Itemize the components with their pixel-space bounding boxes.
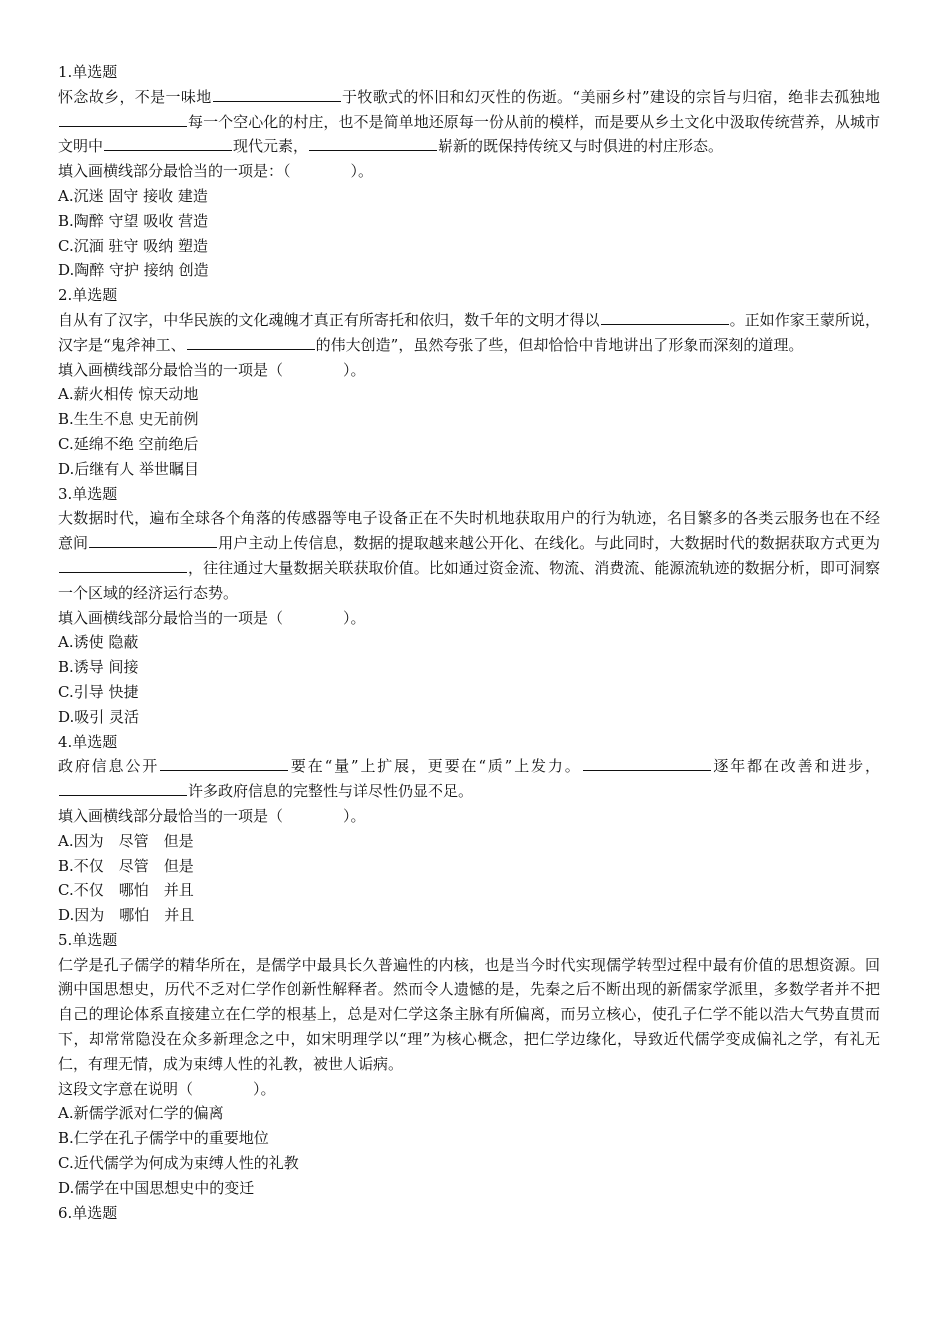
question-3 xyxy=(58,482,880,730)
stem-text: 。正如作家王蒙所说，汉字是“鬼斧神工、 xyxy=(58,310,880,354)
fill-blank xyxy=(104,135,232,151)
question-4-prompt xyxy=(58,804,880,829)
fill-blank xyxy=(583,755,711,771)
stem-text: 崭新的既保持传统又与时俱进的村庄形态。 xyxy=(438,137,724,156)
option-b[interactable]: B.诱导 间接 xyxy=(58,658,139,677)
stem-text: 于牧歌式的怀旧和幻灭性的伤逝。“美丽乡村”建设的宗旨与归宿，绝非去孤独地 xyxy=(341,87,880,106)
stem-text: 用户主动上传信息，数据的提取越来越公开化、在线化。与此同时，大数据时代的数据获取方式更为 xyxy=(218,534,880,553)
question-6 xyxy=(58,1201,880,1226)
fill-blank xyxy=(309,135,437,151)
option-c[interactable]: C.近代儒学为何成为束缚人性的礼教 xyxy=(58,1154,299,1173)
question-document xyxy=(58,60,880,1225)
option-d[interactable]: D.儒学在中国思想史中的变迁 xyxy=(58,1178,255,1197)
option-b[interactable]: B.不仅 尽管 但是 xyxy=(58,856,194,875)
stem-text: 逐年都在改善和进步， xyxy=(711,757,880,776)
question-3-prompt xyxy=(58,606,880,631)
option-a[interactable]: A.因为 尽管 但是 xyxy=(58,831,194,850)
fill-blank xyxy=(187,334,315,350)
stem-text: 许多政府信息的完整性与详尽性仍显不足。 xyxy=(188,782,474,801)
question-1-prompt xyxy=(58,159,880,184)
prompt-text: ）。 xyxy=(253,1079,276,1098)
option-a[interactable]: A.新儒学派对仁学的偏离 xyxy=(58,1104,224,1123)
prompt-text: 填入画横线部分最恰当的一项是：（ xyxy=(58,162,291,181)
stem-text: 的伟大创造”，虽然夸张了些，但却恰恰中肯地讲出了形象而深刻的道理。 xyxy=(315,335,804,354)
fill-blank xyxy=(59,557,187,573)
option-c[interactable]: C.延绵不绝 空前绝后 xyxy=(58,434,199,453)
option-c[interactable]: C.引导 快捷 xyxy=(58,682,139,701)
question-5-prompt xyxy=(58,1077,880,1102)
prompt-text: ）。 xyxy=(343,360,366,379)
question-4-stem xyxy=(58,754,880,804)
option-b[interactable]: B.仁学在孔子儒学中的重要地位 xyxy=(58,1129,269,1148)
fill-blank xyxy=(89,532,217,548)
question-2 xyxy=(58,283,880,481)
option-d[interactable]: D.后继有人 举世瞩目 xyxy=(58,459,200,478)
option-d[interactable]: D.因为 哪怕 并且 xyxy=(58,906,195,925)
option-a[interactable]: A.诱使 隐蔽 xyxy=(58,633,139,652)
option-d[interactable]: D.吸引 灵活 xyxy=(58,707,140,726)
fill-blank xyxy=(59,780,187,796)
stem-text: ，往往通过大量数据关联获取价值。比如通过资金流、物流、消费流、能源流轨迹的数据分析，即可洞察一个区域的经济运行态势。 xyxy=(58,558,880,602)
question-3-stem xyxy=(58,506,880,605)
option-d[interactable]: D.陶醉 守护 接纳 创造 xyxy=(58,261,209,280)
prompt-text: 这段文字意在说明（ xyxy=(58,1079,194,1098)
option-c[interactable]: C.沉湎 驻守 吸纳 塑造 xyxy=(58,236,209,255)
question-4 xyxy=(58,730,880,928)
option-b[interactable]: B.陶醉 守望 吸收 营造 xyxy=(58,211,209,230)
option-a[interactable]: A.沉迷 固守 接收 建造 xyxy=(58,186,208,205)
question-2-type: 2.单选题 xyxy=(58,286,118,305)
fill-blank xyxy=(160,755,288,771)
question-4-type: 4.单选题 xyxy=(58,732,118,751)
prompt-text: 填入画横线部分最恰当的一项是（ xyxy=(58,608,284,627)
option-c[interactable]: C.不仅 哪怕 并且 xyxy=(58,881,194,900)
stem-text: 大数据时代，遍布全球各个角落的传感器等电子设备正在不失时机地获取用户的行为轨迹，名目繁多的各类云服务也在不经意间 xyxy=(58,509,880,553)
option-b[interactable]: B.生生不息 史无前例 xyxy=(58,410,199,429)
stem-text: 现代元素， xyxy=(233,137,309,156)
stem-text: 要在“量”上扩展，更要在“质”上发力。 xyxy=(289,757,582,776)
prompt-text: ）。 xyxy=(343,608,366,627)
question-2-prompt xyxy=(58,358,880,383)
question-5 xyxy=(58,928,880,1201)
question-1 xyxy=(58,60,880,283)
fill-blank xyxy=(59,111,187,127)
option-a[interactable]: A.薪火相传 惊天动地 xyxy=(58,385,199,404)
question-3-type: 3.单选题 xyxy=(58,484,118,503)
stem-text: 每一个空心化的村庄，也不是简单地还原每一份从前的模样，而是要从乡土文化中汲取传统营养，从城市文明中 xyxy=(58,112,880,156)
stem-text: 政府信息公开 xyxy=(58,757,160,776)
question-1-stem xyxy=(58,85,880,159)
prompt-text: 填入画横线部分最恰当的一项是（ xyxy=(58,806,284,825)
question-5-stem: 仁学是孔子儒学的精华所在，是儒学中最具长久普遍性的内核，也是当今时代实现儒学转型过程中最有价值的思想资源。回溯中国思想史，历代不乏对仁学作创新性解释者。然而令人遗憾的是，先秦之后不断出现的新儒家学派里，多数学者并不把自己的理论体系直接建立在仁学的根基上，总是对仁学这条主脉有所偏离，而另立核心，使孔子仁学不能以浩大气势直贯而下，却常常隐没在众多新理念之中，如宋明理学以“理”为核心概念，把仁学边缘化，导致近代儒学变成偏礼之学，有礼无仁，有理无情，成为束缚人性的礼教，被世人诟病。 xyxy=(58,955,880,1073)
question-1-type: 1.单选题 xyxy=(58,63,118,81)
prompt-text: 填入画横线部分最恰当的一项是（ xyxy=(58,360,284,379)
stem-text: 自从有了汉字，中华民族的文化魂魄才真正有所寄托和依归，数千年的文明才得以 xyxy=(58,310,600,329)
question-2-stem xyxy=(58,308,880,358)
stem-text: 怀念故乡，不是一味地 xyxy=(58,87,212,106)
fill-blank xyxy=(213,86,341,102)
fill-blank xyxy=(601,309,729,325)
question-5-type: 5.单选题 xyxy=(58,930,118,949)
question-6-type: 6.单选题 xyxy=(58,1203,118,1222)
prompt-text: ）。 xyxy=(343,806,366,825)
prompt-text: ）。 xyxy=(350,162,374,181)
